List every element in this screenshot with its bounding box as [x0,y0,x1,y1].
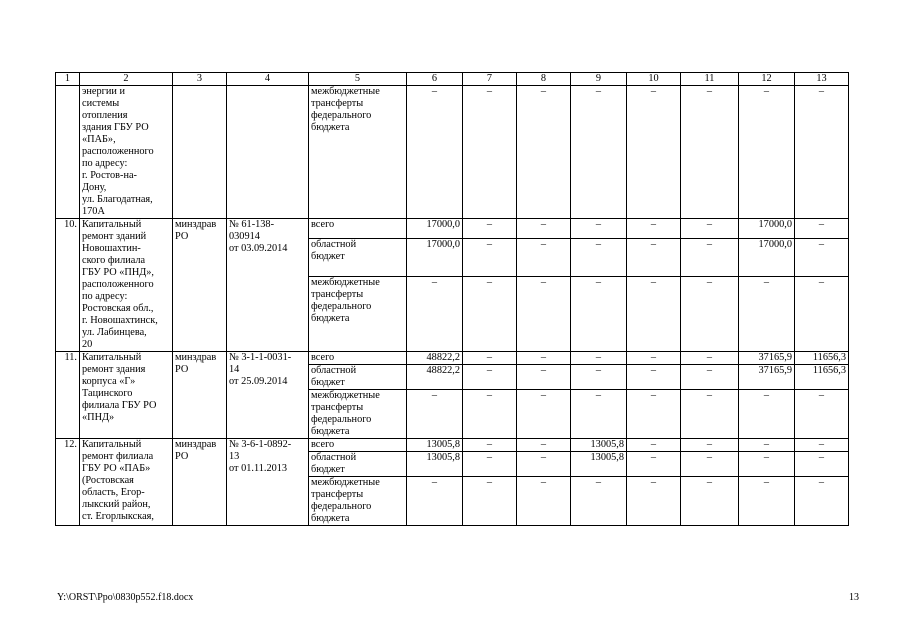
amount-cell: – [407,390,463,439]
table-row [56,86,849,219]
amount-cell: – [463,439,517,452]
amount-cell: – [681,238,739,276]
amount-cell: – [681,352,739,365]
funding-source: всего [309,352,407,365]
amount-cell: – [627,365,681,390]
file-path: Y:\ORST\Ppo\0830p552.f18.docx [57,592,194,603]
amount-cell: – [627,219,681,239]
funding-source: всего [309,219,407,239]
amount-cell: – [571,477,627,526]
row-number [56,86,80,219]
row-number: 11. [56,352,80,439]
amount-cell: 13005,8 [571,452,627,477]
amount-cell: – [571,352,627,365]
row-number: 12. [56,439,80,526]
amount-cell: – [463,390,517,439]
amount-cell: – [795,238,849,276]
amount-cell: – [463,219,517,239]
funding-source: областной бюджет [309,365,407,390]
amount-cell: – [407,477,463,526]
amount-cell: 17000,0 [739,219,795,239]
table-row [56,439,849,452]
executor [173,86,227,219]
amount-cell: – [627,277,681,352]
amount-cell: – [517,452,571,477]
amount-cell: – [681,219,739,239]
funding-source: областной бюджет [309,238,407,276]
amount-cell: – [795,86,849,219]
amount-cell: – [739,452,795,477]
column-header: 10 [627,73,681,86]
amount-cell: – [463,452,517,477]
object-name: Капитальный ремонт здания корпуса «Г» Тацинского филиала ГБУ РО «ПНД» [80,352,173,439]
amount-cell: – [463,86,517,219]
amount-cell: – [739,477,795,526]
executor: минздрав РО [173,352,227,439]
amount-cell: – [627,238,681,276]
amount-cell: – [795,477,849,526]
column-header: 4 [227,73,309,86]
column-header: 8 [517,73,571,86]
amount-cell: – [795,219,849,239]
amount-cell: – [681,277,739,352]
amount-cell: – [571,277,627,352]
row-number: 10. [56,219,80,352]
document-number [227,86,309,219]
amount-cell: – [463,477,517,526]
amount-cell: – [517,277,571,352]
amount-cell: – [463,352,517,365]
amount-cell: – [795,439,849,452]
table-row [56,219,849,239]
amount-cell: – [463,365,517,390]
column-header: 12 [739,73,795,86]
column-header: 5 [309,73,407,86]
amount-cell: – [517,439,571,452]
amount-cell: – [407,277,463,352]
column-header: 9 [571,73,627,86]
column-header: 3 [173,73,227,86]
amount-cell: – [517,365,571,390]
amount-cell: – [627,86,681,219]
object-name: Капитальный ремонт зданий Новошахтин- ского филиала ГБУ РО «ПНД», расположенного по адресу: Ростовская обл., г. Новошахтинск, ул. Лабинцева, 20 [80,219,173,352]
funding-source: областной бюджет [309,452,407,477]
amount-cell: – [571,86,627,219]
amount-cell: – [571,219,627,239]
amount-cell: – [571,365,627,390]
amount-cell: – [627,352,681,365]
amount-cell: – [463,277,517,352]
amount-cell: – [795,390,849,439]
amount-cell: – [739,390,795,439]
amount-cell: – [517,352,571,365]
amount-cell: – [681,365,739,390]
amount-cell: – [739,439,795,452]
table-row [56,352,849,365]
document-number: № 3-6-1-0892- 13 от 01.11.2013 [227,439,309,526]
amount-cell: – [795,452,849,477]
funding-source: межбюджетные трансферты федерального бюджета [309,477,407,526]
amount-cell: – [795,277,849,352]
amount-cell: – [571,238,627,276]
amount-cell: 17000,0 [739,238,795,276]
amount-cell: – [739,277,795,352]
amount-cell: – [681,439,739,452]
amount-cell: – [517,390,571,439]
amount-cell: – [681,86,739,219]
funding-source: межбюджетные трансферты федерального бюджета [309,390,407,439]
amount-cell: – [463,238,517,276]
amount-cell: 48822,2 [407,365,463,390]
object-name: Капитальный ремонт филиала ГБУ РО «ПАБ» (Ростовская область, Егор- лыкский район, ст. Егорлыкская, [80,439,173,526]
amount-cell: – [517,477,571,526]
amount-cell: – [627,390,681,439]
column-header: 11 [681,73,739,86]
funding-source: межбюджетные трансферты федерального бюджета [309,277,407,352]
column-header: 13 [795,73,849,86]
page-number: 13 [849,592,859,603]
amount-cell: 11656,3 [795,365,849,390]
amount-cell: – [681,452,739,477]
amount-cell: 17000,0 [407,219,463,239]
amount-cell: 48822,2 [407,352,463,365]
document-number: № 3-1-1-0031- 14 от 25.09.2014 [227,352,309,439]
amount-cell: 37165,9 [739,352,795,365]
object-name: энергии и системы отопления здания ГБУ РО «ПАБ», расположенного по адресу: г. Ростов-на- Дону, ул. Благодатная, 170А [80,86,173,219]
amount-cell: – [627,452,681,477]
amount-cell: – [681,390,739,439]
amount-cell: – [681,477,739,526]
column-header: 6 [407,73,463,86]
funding-source: всего [309,439,407,452]
budget-table [55,72,849,526]
column-header: 2 [80,73,173,86]
amount-cell: – [739,86,795,219]
amount-cell: 17000,0 [407,238,463,276]
amount-cell: – [517,238,571,276]
funding-source: межбюджетные трансферты федерального бюджета [309,86,407,219]
column-header: 1 [56,73,80,86]
amount-cell: 13005,8 [571,439,627,452]
amount-cell: 13005,8 [407,439,463,452]
amount-cell: 37165,9 [739,365,795,390]
amount-cell: – [571,390,627,439]
document-number: № 61-138- 030914 от 03.09.2014 [227,219,309,352]
amount-cell: – [517,86,571,219]
column-header: 7 [463,73,517,86]
amount-cell: – [627,439,681,452]
amount-cell: 13005,8 [407,452,463,477]
header-row [56,73,849,86]
amount-cell: – [517,219,571,239]
executor: минздрав РО [173,439,227,526]
amount-cell: 11656,3 [795,352,849,365]
executor: минздрав РО [173,219,227,352]
amount-cell: – [627,477,681,526]
amount-cell: – [407,86,463,219]
